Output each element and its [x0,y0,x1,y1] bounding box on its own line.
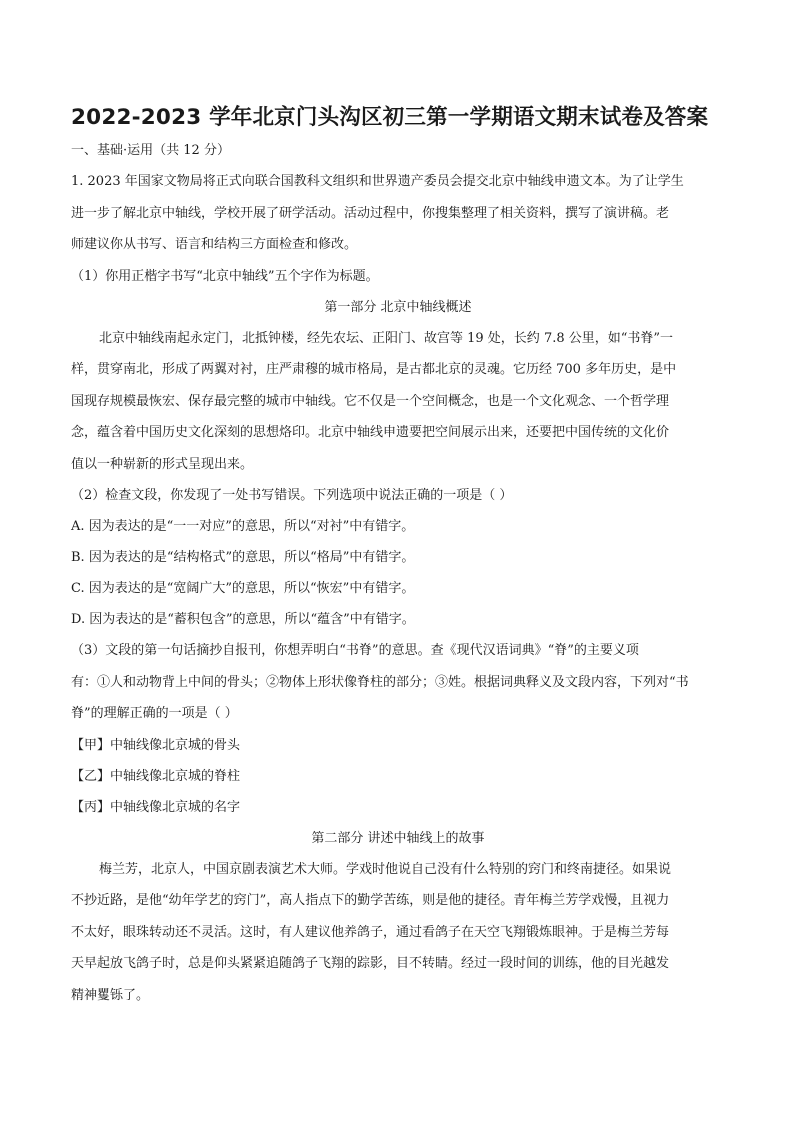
paragraph-line: 样，贯穿南北，形成了两翼对衬，庄严肃穆的城市格局，是古都北京的灵魂。它历经 700 多年历史，是中 [71,362,677,377]
paragraph-line: 国现存规模最恢宏、保存最完整的城市中轴线。它不仅是一个空间概念，也是一个文化观念、一个哲学理 [71,393,670,409]
paragraph-line: 不抄近路，是他“幼年学艺的窍门”，高人指点下的勤学苦练，则是他的捷径。青年梅兰芳学戏慢，且视力 [71,893,670,908]
paragraph-line: 值以一种崭新的形式呈现出来。 [71,456,254,472]
question-1-3-line: （3）文段的第一句话摘抄自报刊，你想弄明白“书脊”的意思。查《现代汉语词典》“脊”的主要义项 [71,643,639,658]
part-1-heading: 第一部分 北京中轴线概述 [324,299,472,315]
question-1-3-line: 脊”的理解正确的一项是（ ） [71,706,238,721]
part-2-paragraph [71,859,725,1017]
question-1-intro-line: 1. 2023 年国家文物局将正式向联合国教科文组织和世界遗产委员会提交北京中轴线申遗文本。为了让学生 [71,174,684,189]
part-2-heading: 第二部分 讲述中轴线上的故事 [311,830,485,846]
option-yi: 【乙】中轴线像北京城的脊柱 [71,768,241,784]
page-title: 2022-2023 学年北京门头沟区初三第一学期语文期末试卷及答案 [71,105,709,130]
question-1-3 [71,640,725,735]
question-1-1: （1）你用正楷字书写“北京中轴线”五个字作为标题。 [71,268,379,284]
option-b: B. 因为表达的是“结构格式”的意思，所以“格局”中有错字。 [71,550,415,565]
paragraph-line: 精神矍铄了。 [71,987,150,1003]
option-d: D. 因为表达的是“蓄积包含”的意思，所以“蕴含”中有错字。 [71,612,415,627]
question-1-3-line: 有：①人和动物背上中间的骨头；②物体上形状像脊柱的部分；③姓。根据词典释义及文段内容，下列对“书 [71,674,689,690]
paragraph-line: 北京中轴线南起永定门，北抵钟楼，经先农坛、正阳门、故宫等 19 处，长约 7.8 公里，如“书脊”一 [99,330,674,346]
question-1-intro-line: 师建议你从书写、语言和结构三方面检查和修改。 [71,237,358,252]
paragraph-line: 天早起放飞鸽子时，总是仰头紧紧追随鸽子飞翔的踪影，目不转睛。经过一段时间的训练，他的目光越发 [71,956,670,971]
part-1-paragraph [71,328,725,486]
option-jia: 【甲】中轴线像北京城的骨头 [71,737,241,753]
section-heading: 一、基础·运用（共 12 分） [71,143,230,158]
paragraph-line: 念，蕴含着中国历史文化深刻的思想烙印。北京中轴线申遗要把空间展示出来，还要把中国传统的文化价 [71,425,670,440]
question-1-2: （2）检查文段，你发现了一处书写错误。下列选项中说法正确的一项是（ ） [71,488,513,503]
option-c: C. 因为表达的是“宽阔广大”的意思，所以“恢宏”中有错字。 [71,581,415,596]
question-1-intro-line: 进一步了解北京中轴线，学校开展了研学活动。活动过程中，你搜集整理了相关资料，撰写了演讲稿。老 [71,205,670,221]
paragraph-line: 梅兰芳，北京人，中国京剧表演艺术大师。学戏时他说自己没有什么特别的窍门和终南捷径。如果说 [99,861,672,877]
option-bing: 【丙】中轴线像北京城的名字 [71,799,241,815]
question-1-intro [71,171,725,266]
paragraph-line: 不太好，眼珠转动还不灵活。这时，有人建议他养鸽子，通过看鸽子在天空飞翔锻炼眼神。于是梅兰芳每 [71,924,670,940]
exam-content [71,140,725,1016]
option-a: A. 因为表达的是“一一对应”的意思，所以“对衬”中有错字。 [71,519,415,534]
